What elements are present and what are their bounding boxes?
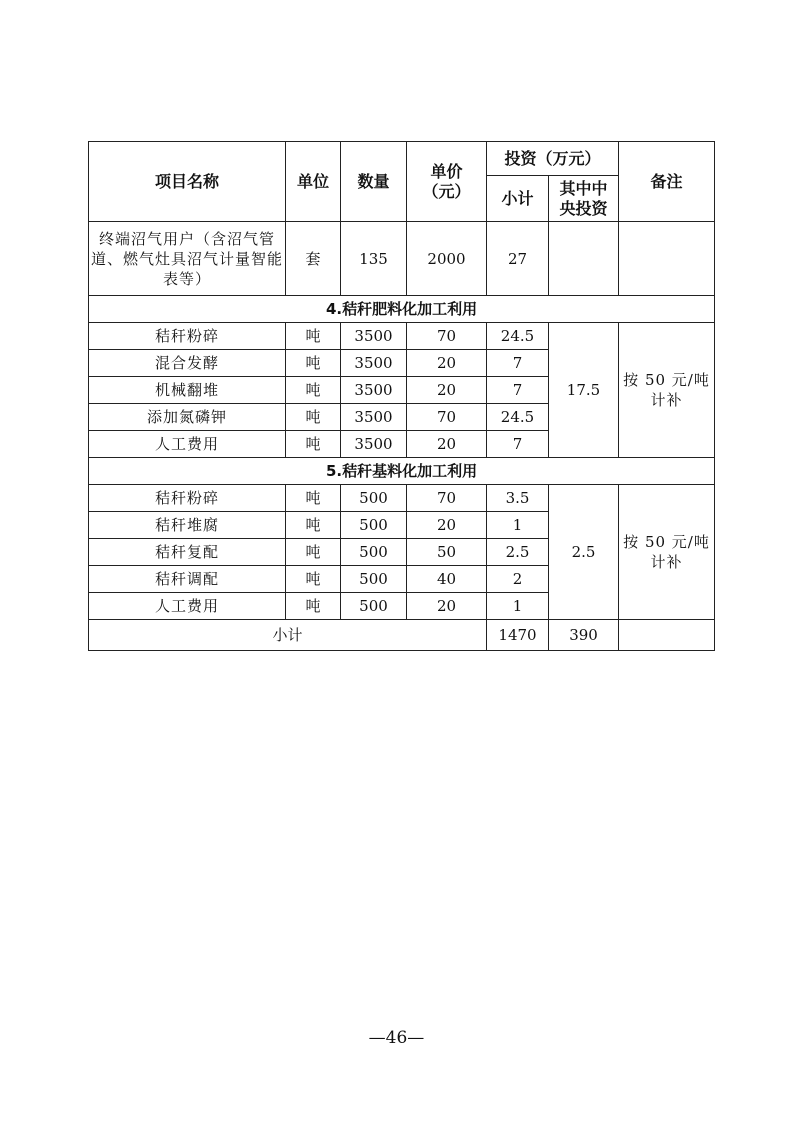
section5-remark: 按 50 元/吨计补 [619,485,715,620]
item-name: 混合发酵 [89,350,286,377]
section-row [89,458,715,485]
item-qty: 500 [341,485,407,512]
item-name: 人工费用 [89,431,286,458]
item-subtotal: 2 [487,566,549,593]
item-unit: 吨 [286,350,341,377]
item-price: 50 [407,539,487,566]
item-qty: 3500 [341,323,407,350]
header-unit: 单位 [286,142,341,222]
section4-central: 17.5 [549,323,619,458]
item-qty: 500 [341,593,407,620]
item-subtotal: 27 [487,222,549,296]
item-unit: 吨 [286,485,341,512]
section4-remark: 按 50 元/吨计补 [619,323,715,458]
table-row [89,485,715,512]
item-price: 20 [407,350,487,377]
item-subtotal: 7 [487,377,549,404]
item-subtotal: 1 [487,593,549,620]
item-unit: 吨 [286,404,341,431]
section5-central: 2.5 [549,485,619,620]
item-qty: 3500 [341,431,407,458]
item-qty: 3500 [341,404,407,431]
item-name: 秸秆堆腐 [89,512,286,539]
item-central [549,222,619,296]
item-name: 终端沼气用户（含沼气管道、燃气灶具沼气计量智能表等） [89,222,286,296]
item-unit: 套 [286,222,341,296]
item-unit: 吨 [286,539,341,566]
total-label: 小计 [89,620,487,651]
item-unit: 吨 [286,323,341,350]
item-subtotal: 3.5 [487,485,549,512]
item-unit: 吨 [286,431,341,458]
item-name: 机械翻堆 [89,377,286,404]
item-name: 秸秆调配 [89,566,286,593]
item-subtotal: 7 [487,431,549,458]
item-price: 40 [407,566,487,593]
section-title-5: 5.秸秆基料化加工利用 [89,458,715,485]
item-subtotal: 24.5 [487,404,549,431]
total-row [89,620,715,651]
total-subtotal: 1470 [487,620,549,651]
item-price: 70 [407,485,487,512]
header-central: 其中中央投资 [549,176,619,222]
item-price: 20 [407,431,487,458]
item-unit: 吨 [286,566,341,593]
item-qty: 500 [341,566,407,593]
item-price: 20 [407,377,487,404]
total-remark [619,620,715,651]
item-subtotal: 24.5 [487,323,549,350]
item-subtotal: 7 [487,350,549,377]
item-price: 20 [407,593,487,620]
item-unit: 吨 [286,512,341,539]
table-row [89,222,715,296]
item-qty: 500 [341,539,407,566]
header-quantity: 数量 [341,142,407,222]
item-unit: 吨 [286,593,341,620]
item-name: 秸秆复配 [89,539,286,566]
item-price: 70 [407,323,487,350]
header-subtotal: 小计 [487,176,549,222]
item-subtotal: 1 [487,512,549,539]
item-unit: 吨 [286,377,341,404]
page-number: —46— [368,1028,425,1048]
item-name: 秸秆粉碎 [89,485,286,512]
table-row [89,323,715,350]
item-qty: 3500 [341,377,407,404]
item-subtotal: 2.5 [487,539,549,566]
header-unit-price: 单价（元） [407,142,487,222]
item-qty: 500 [341,512,407,539]
item-qty: 3500 [341,350,407,377]
item-qty: 135 [341,222,407,296]
item-price: 70 [407,404,487,431]
item-name: 添加氮磷钾 [89,404,286,431]
item-remark [619,222,715,296]
header-remark: 备注 [619,142,715,222]
item-name: 秸秆粉碎 [89,323,286,350]
section-row [89,296,715,323]
header-investment: 投资（万元） [487,142,619,176]
item-price: 20 [407,512,487,539]
item-price: 2000 [407,222,487,296]
total-central: 390 [549,620,619,651]
investment-table [88,141,715,651]
header-item-name: 项目名称 [89,142,286,222]
section-title-4: 4.秸秆肥料化加工利用 [89,296,715,323]
item-name: 人工费用 [89,593,286,620]
